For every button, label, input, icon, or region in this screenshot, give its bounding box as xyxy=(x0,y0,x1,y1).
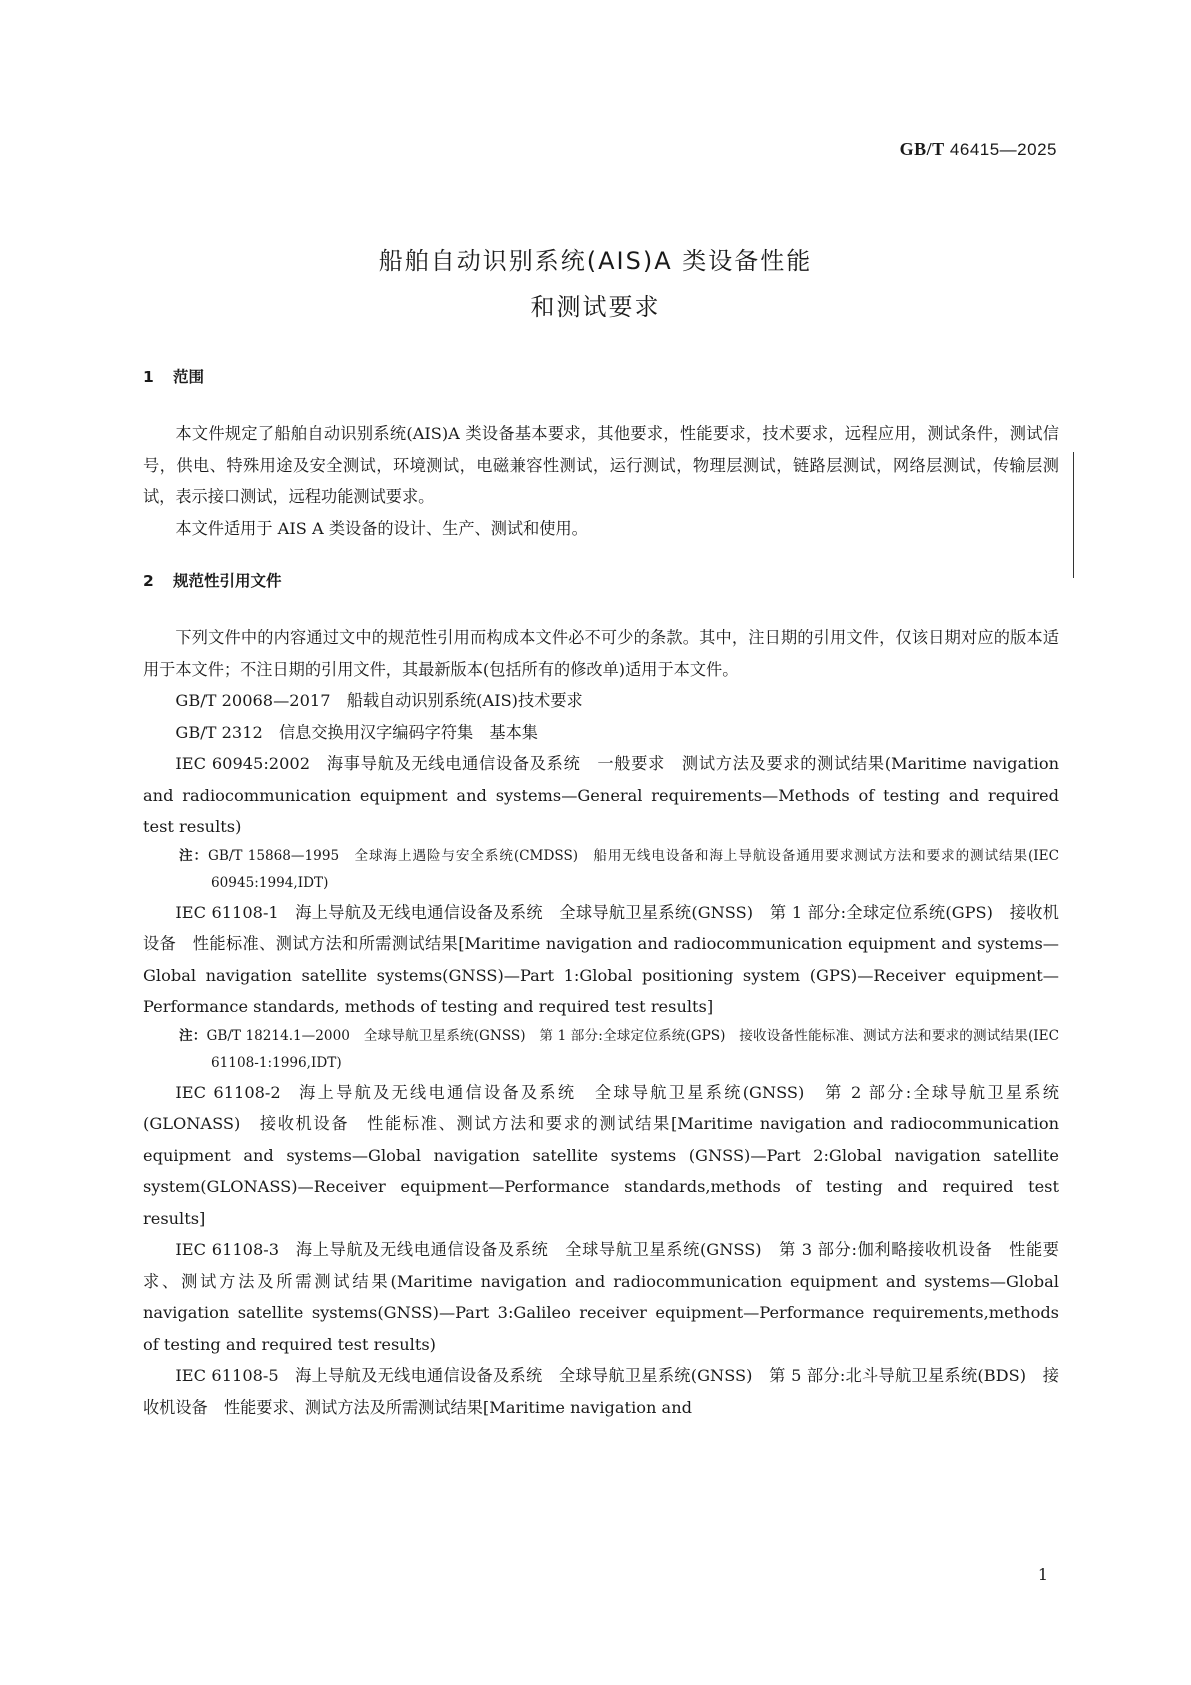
reference-code: GB/T 20068—2017 xyxy=(175,691,331,710)
reference-item xyxy=(143,717,1059,749)
reference-note xyxy=(143,1023,1059,1077)
note-text: GB/T 15868—1995 全球海上遇险与安全系统(CMDSS) 船用无线电设备和海上导航设备通用要求测试方法和要求的测试结果(IEC 60945:1994,IDT) xyxy=(207,847,1059,891)
reference-code: IEC 61108-5 xyxy=(175,1366,279,1385)
document-title xyxy=(0,238,1191,330)
section-title: 规范性引用文件 xyxy=(173,572,282,590)
reference-item xyxy=(143,685,1059,717)
scope-paragraph: 本文件规定了船舶自动识别系统(AIS)A 类设备基本要求，其他要求，性能要求，技术要求，远程应用，测试条件，测试信号，供电、特殊用途及安全测试，环境测试，电磁兼容性测试，运行测试，物理层测试，链路层测试，网络层测试，传输层测试，表示接口测试，远程功能测试要求。 xyxy=(143,424,1059,506)
section-2-body xyxy=(143,622,1059,1423)
reference-title: 海上导航及无线电通信设备及系统 全球导航卫星系统(GNSS) 第 3 部分:伽利略接收机设备 性能要求、测试方法及所需测试结果(Maritime navigation and radiocommunication equipment and systems—Global navigation satellite systems(GNSS)—Part 3:Galileo receiver equipment—Performance requirements,methods of testing and required test results) xyxy=(143,1240,1059,1354)
reference-code: IEC 60945:2002 xyxy=(175,754,310,773)
change-bar xyxy=(1073,452,1074,578)
reference-title: 海上导航及无线电通信设备及系统 全球导航卫星系统(GNSS) 第 5 部分:北斗导航卫星系统(BDS) 接收机设备 性能要求、测试方法及所需测试结果[Maritime navigation and xyxy=(143,1366,1059,1417)
reference-code: IEC 61108-2 xyxy=(175,1082,281,1102)
reference-title: 海事导航及无线电通信设备及系统 一般要求 测试方法及要求的测试结果(Maritime navigation and radiocommunication equipment and systems—General requirements—Methods of testing and required test results) xyxy=(143,754,1059,836)
reference-code: IEC 61108-1 xyxy=(175,902,279,922)
section-1-body xyxy=(143,418,1059,544)
reference-code: IEC 61108-3 xyxy=(175,1240,280,1259)
references-intro: 下列文件中的内容通过文中的规范性引用而构成本文件必不可少的条款。其中，注日期的引用文件，仅该日期对应的版本适用于本文件；不注日期的引用文件，其最新版本(包括所有的修改单)适用于本文件。 xyxy=(143,628,1059,679)
reference-code: GB/T 2312 xyxy=(175,722,263,742)
reference-item xyxy=(143,1077,1059,1235)
note-label: 注： xyxy=(179,1027,207,1044)
reference-title: 信息交换用汉字编码字符集 基本集 xyxy=(279,722,538,742)
reference-item xyxy=(143,748,1059,843)
standard-code: 46415—2025 xyxy=(949,140,1057,159)
title-line-2: 和测试要求 xyxy=(530,293,661,321)
standard-number xyxy=(900,139,1057,160)
section-title: 范围 xyxy=(173,368,205,386)
reference-title: 船载自动识别系统(AIS)技术要求 xyxy=(346,691,583,710)
reference-title: 海上导航及无线电通信设备及系统 全球导航卫星系统(GNSS) 第 1 部分:全球定位系统(GPS) 接收机设备 性能标准、测试方法和所需测试结果[Maritime navigation and radiocommunication equipment and systems—Global navigation satellite systems(GNSS)—Part 1:Global positioning system (GPS)—Receiver equipment—Performance standards, methods of testing and required test results] xyxy=(143,902,1059,1016)
reference-title: 海上导航及无线电通信设备及系统 全球导航卫星系统(GNSS) 第 2 部分:全球导航卫星系统(GLONASS) 接收机设备 性能标准、测试方法和要求的测试结果[Maritime navigation and radiocommunication equipment and systems—Global navigation satellite systems (GNSS)—Part 2:Global navigation satellite system(GLONASS)—Receiver equipment—Performance standards,methods of testing and required test results] xyxy=(143,1082,1059,1228)
note-label: 注： xyxy=(179,847,208,864)
standard-prefix: GB/T xyxy=(899,139,945,159)
title-line-1: 船舶自动识别系统(AIS)A 类设备性能 xyxy=(378,247,813,275)
reference-item xyxy=(143,897,1059,1023)
section-2-heading xyxy=(143,569,282,591)
page-number: 1 xyxy=(1037,1565,1048,1584)
section-1-heading xyxy=(143,365,204,387)
note-text: GB/T 18214.1—2000 全球导航卫星系统(GNSS) 第 1 部分:全球定位系统(GPS) 接收设备性能标准、测试方法和要求的测试结果(IEC 61108-1:1996,IDT) xyxy=(206,1027,1059,1071)
reference-note xyxy=(143,843,1059,897)
section-number: 2 xyxy=(143,572,154,590)
section-number: 1 xyxy=(143,368,154,386)
reference-item xyxy=(143,1234,1059,1360)
scope-applicability-paragraph: 本文件适用于 AIS A 类设备的设计、生产、测试和使用。 xyxy=(175,518,588,538)
reference-item xyxy=(143,1360,1059,1423)
